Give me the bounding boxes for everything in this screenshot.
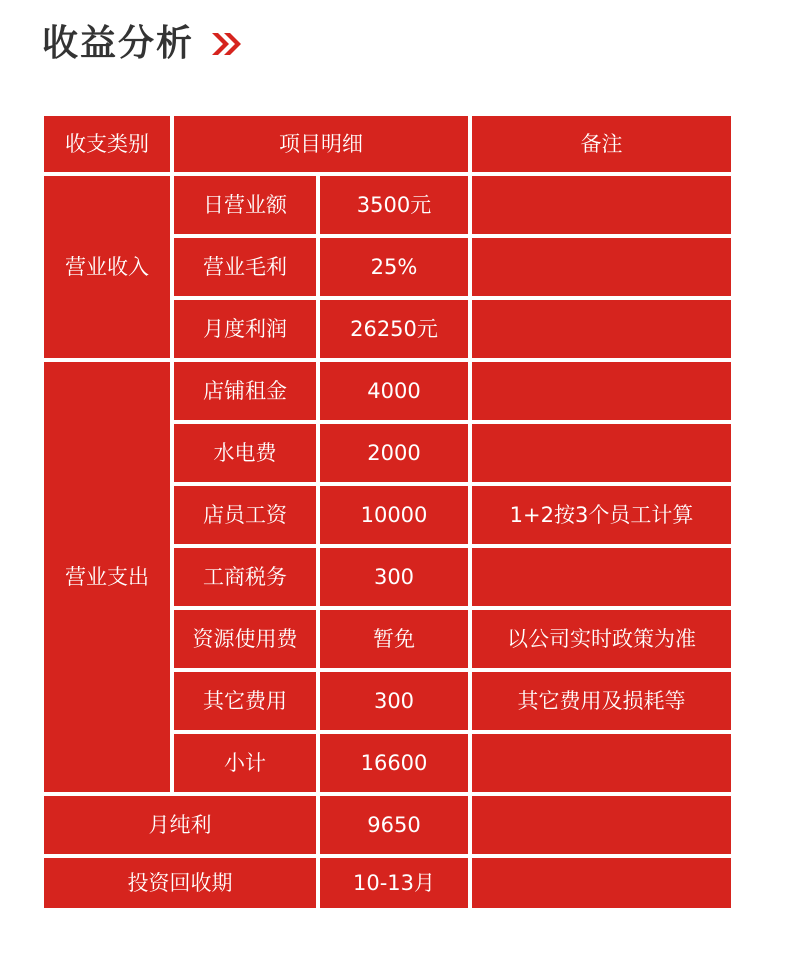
summary-value: 10-13月 (320, 858, 468, 908)
summary-label: 投资回收期 (44, 858, 316, 908)
table-row-item: 月度利润 (174, 300, 316, 358)
table-row-value: 暂免 (320, 610, 468, 668)
table-row-value: 25% (320, 238, 468, 296)
table-row-item: 资源使用费 (174, 610, 316, 668)
table-row-note (472, 300, 731, 358)
page-title: 收益分析 (42, 22, 195, 64)
table-row-value: 16600 (320, 734, 468, 792)
table-row-item: 店员工资 (174, 486, 316, 544)
table-row-item: 水电费 (174, 424, 316, 482)
table-row-note: 1+2按3个员工计算 (472, 486, 731, 544)
summary-note (472, 858, 731, 908)
table-row-note: 以公司实时政策为准 (472, 610, 731, 668)
table-row-note (472, 238, 731, 296)
table-row-item: 店铺租金 (174, 362, 316, 420)
category-expense: 营业支出 (44, 362, 170, 792)
table-row-note (472, 734, 731, 792)
table-row-value: 3500元 (320, 176, 468, 234)
table-row-value: 26250元 (320, 300, 468, 358)
summary-label: 月纯利 (44, 796, 316, 854)
summary-note (472, 796, 731, 854)
header-note: 备注 (472, 116, 731, 172)
table-row-item: 营业毛利 (174, 238, 316, 296)
table-row-value: 2000 (320, 424, 468, 482)
table-row-value: 4000 (320, 362, 468, 420)
table-row-note (472, 176, 731, 234)
double-chevron-right-icon (210, 30, 244, 58)
summary-value: 9650 (320, 796, 468, 854)
table-row-value: 300 (320, 548, 468, 606)
table-row-value: 10000 (320, 486, 468, 544)
table-row-item: 小计 (174, 734, 316, 792)
revenue-analysis-table (44, 116, 731, 908)
table-row-item: 日营业额 (174, 176, 316, 234)
header-category: 收支类别 (44, 116, 170, 172)
table-row-note (472, 362, 731, 420)
table-row-item: 工商税务 (174, 548, 316, 606)
header-detail: 项目明细 (174, 116, 468, 172)
table-row-note (472, 548, 731, 606)
table-row-value: 300 (320, 672, 468, 730)
table-row-item: 其它费用 (174, 672, 316, 730)
table-row-note: 其它费用及损耗等 (472, 672, 731, 730)
category-income: 营业收入 (44, 176, 170, 358)
table-row-note (472, 424, 731, 482)
